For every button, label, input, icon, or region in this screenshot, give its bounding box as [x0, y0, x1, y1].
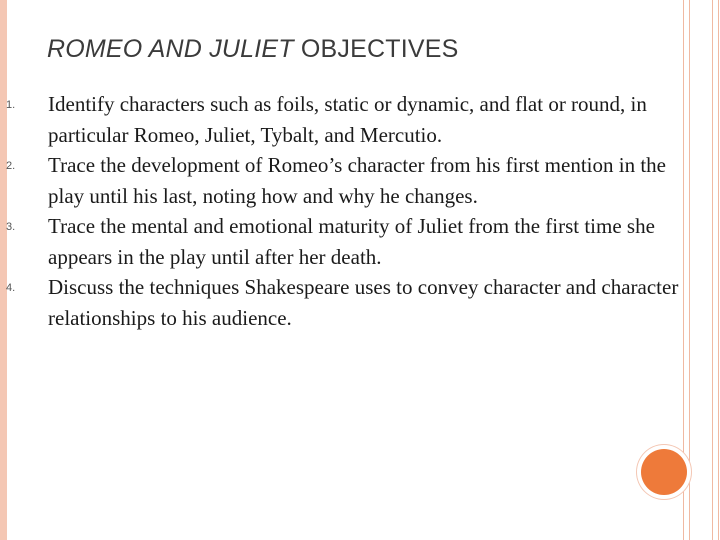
objective-item [0, 150, 680, 211]
right-decorative-border-inner [689, 0, 713, 540]
objective-item [0, 211, 680, 272]
accent-circle [641, 449, 687, 495]
objective-number: 4. [6, 282, 16, 294]
objective-text: Trace the development of Romeo’s character from his first mention in the play until his last, noting how and why he changes. [48, 153, 666, 208]
objective-item [0, 89, 680, 150]
objectives-list [0, 89, 680, 333]
slide-title-rest: OBJECTIVES [293, 35, 459, 63]
slide-title [47, 35, 459, 64]
objective-item [0, 272, 680, 333]
slide-title-italic: ROMEO AND JULIET [47, 35, 294, 63]
objective-number: 2. [6, 160, 16, 172]
objective-text: Identify characters such as foils, static or dynamic, and flat or round, in particular Romeo, Juliet, Tybalt, and Mercutio. [48, 92, 647, 147]
objective-number: 1. [6, 99, 16, 111]
objective-text: Discuss the techniques Shakespeare uses to convey character and character relationships to his audience. [48, 275, 679, 330]
objective-text: Trace the mental and emotional maturity of Juliet from the first time she appears in the play until after her death. [48, 214, 655, 269]
objective-number: 3. [6, 221, 16, 233]
